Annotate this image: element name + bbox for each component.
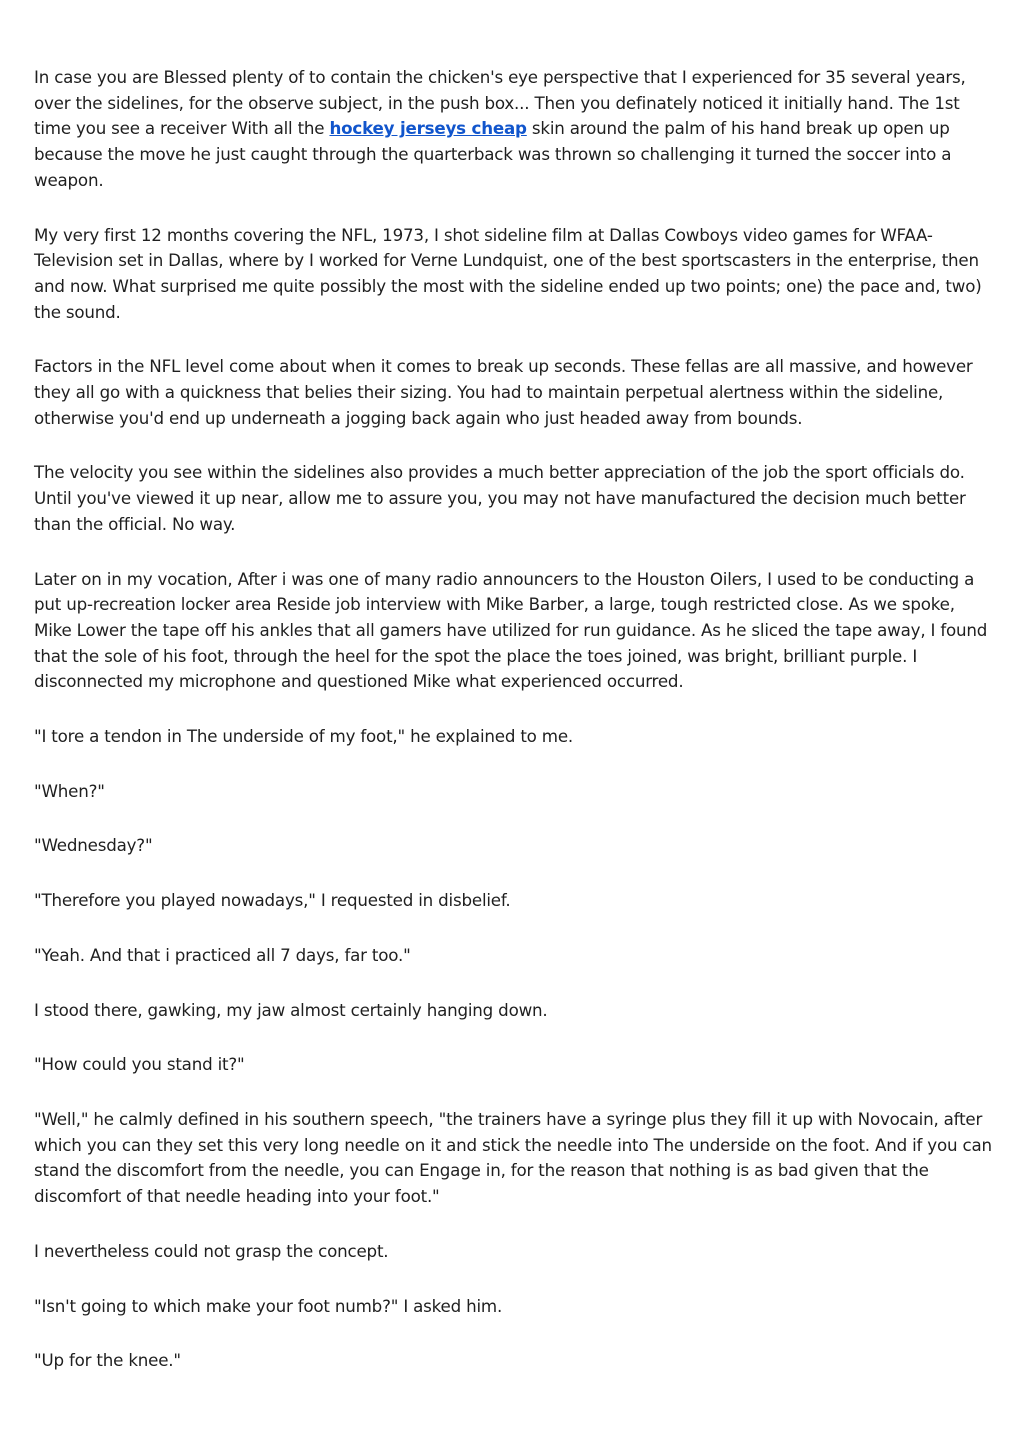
paragraph-7: "When?" <box>34 780 105 801</box>
paragraph-1 <box>34 65 994 194</box>
paragraph-14: I nevertheless could not grasp the concept. <box>34 1240 389 1261</box>
paragraph-15: "Isn't going to which make your foot numb?" I asked him. <box>34 1295 503 1316</box>
paragraph-13: "Well," he calmly defined in his southern speech, "the trainers have a syringe plus they fill it up with Novocain, after which you can they set this very long needle on it and stick the needle into The underside on the foot. And if you can stand the discomfort from the needle, you can Engage in, for the reason that nothing is as bad given that the discomfort of that needle heading into your foot." <box>34 1108 992 1207</box>
paragraph-3: Factors in the NFL level come about when it comes to break up seconds. These fellas are all massive, and however they all go with a quickness that belies their sizing. You had to maintain perpetual alertness within the sideline, otherwise you'd end up underneath a jogging back again who just headed away from bounds. <box>34 356 973 428</box>
paragraph-4: The velocity you see within the sidelines also provides a much better appreciation of the job the sport officials do. Until you've viewed it up near, allow me to assure you, you may not have manufactured the decision much better than the official. No way. <box>34 462 966 534</box>
paragraph-6: "I tore a tendon in The underside of my foot," he explained to me. <box>34 726 574 747</box>
paragraph-8: "Wednesday?" <box>34 835 153 856</box>
hockey-jerseys-link[interactable]: hockey jerseys cheap <box>329 118 527 139</box>
paragraph-1-text-after: skin around the palm of his hand break up open up because the move he just caught through the quarterback was thrown so challenging it turned the soccer into a weapon. <box>34 118 952 190</box>
paragraph-2: My very first 12 months covering the NFL, 1973, I shot sideline film at Dallas Cowboys video games for WFAA-Television set in Dallas, where by I worked for Verne Lundquist, one of the best sportscasters in the enterprise, then and now. What surprised me quite possibly the most with the sideline ended up two points; one) the pace and, two) the sound. <box>34 224 982 322</box>
paragraph-12: "How could you stand it?" <box>34 1054 245 1075</box>
paragraph-11: I stood there, gawking, my jaw almost certainly hanging down. <box>34 999 548 1020</box>
paragraph-9: "Therefore you played nowadays," I requested in disbelief. <box>34 890 511 911</box>
paragraph-10: "Yeah. And that i practiced all 7 days, far too." <box>34 944 411 965</box>
paragraph-5: Later on in my vocation, After i was one of many radio announcers to the Houston Oilers, I used to be conducting a put up-recreation locker area Reside job interview with Mike Barber, a large, tough restricted close. As we spoke, Mike Lower the tape off his ankles that all gamers have utilized for run guidance. As he sliced the tape away, I found that the sole of his foot, through the heel for the spot the place the toes joined, was bright, brilliant purple. I disconnected my microphone and questioned Mike what experienced occurred. <box>34 568 988 692</box>
document-body <box>34 65 994 1403</box>
paragraph-1-text-before: In case you are Blessed plenty of to contain the chicken's eye perspective that I experienced for 35 several years, over the sidelines, for the observe subject, in the push box... Then you definately noticed it initially hand. The 1st time you see a receiver With all the <box>34 67 966 139</box>
paragraph-16: "Up for the knee." <box>34 1350 181 1371</box>
